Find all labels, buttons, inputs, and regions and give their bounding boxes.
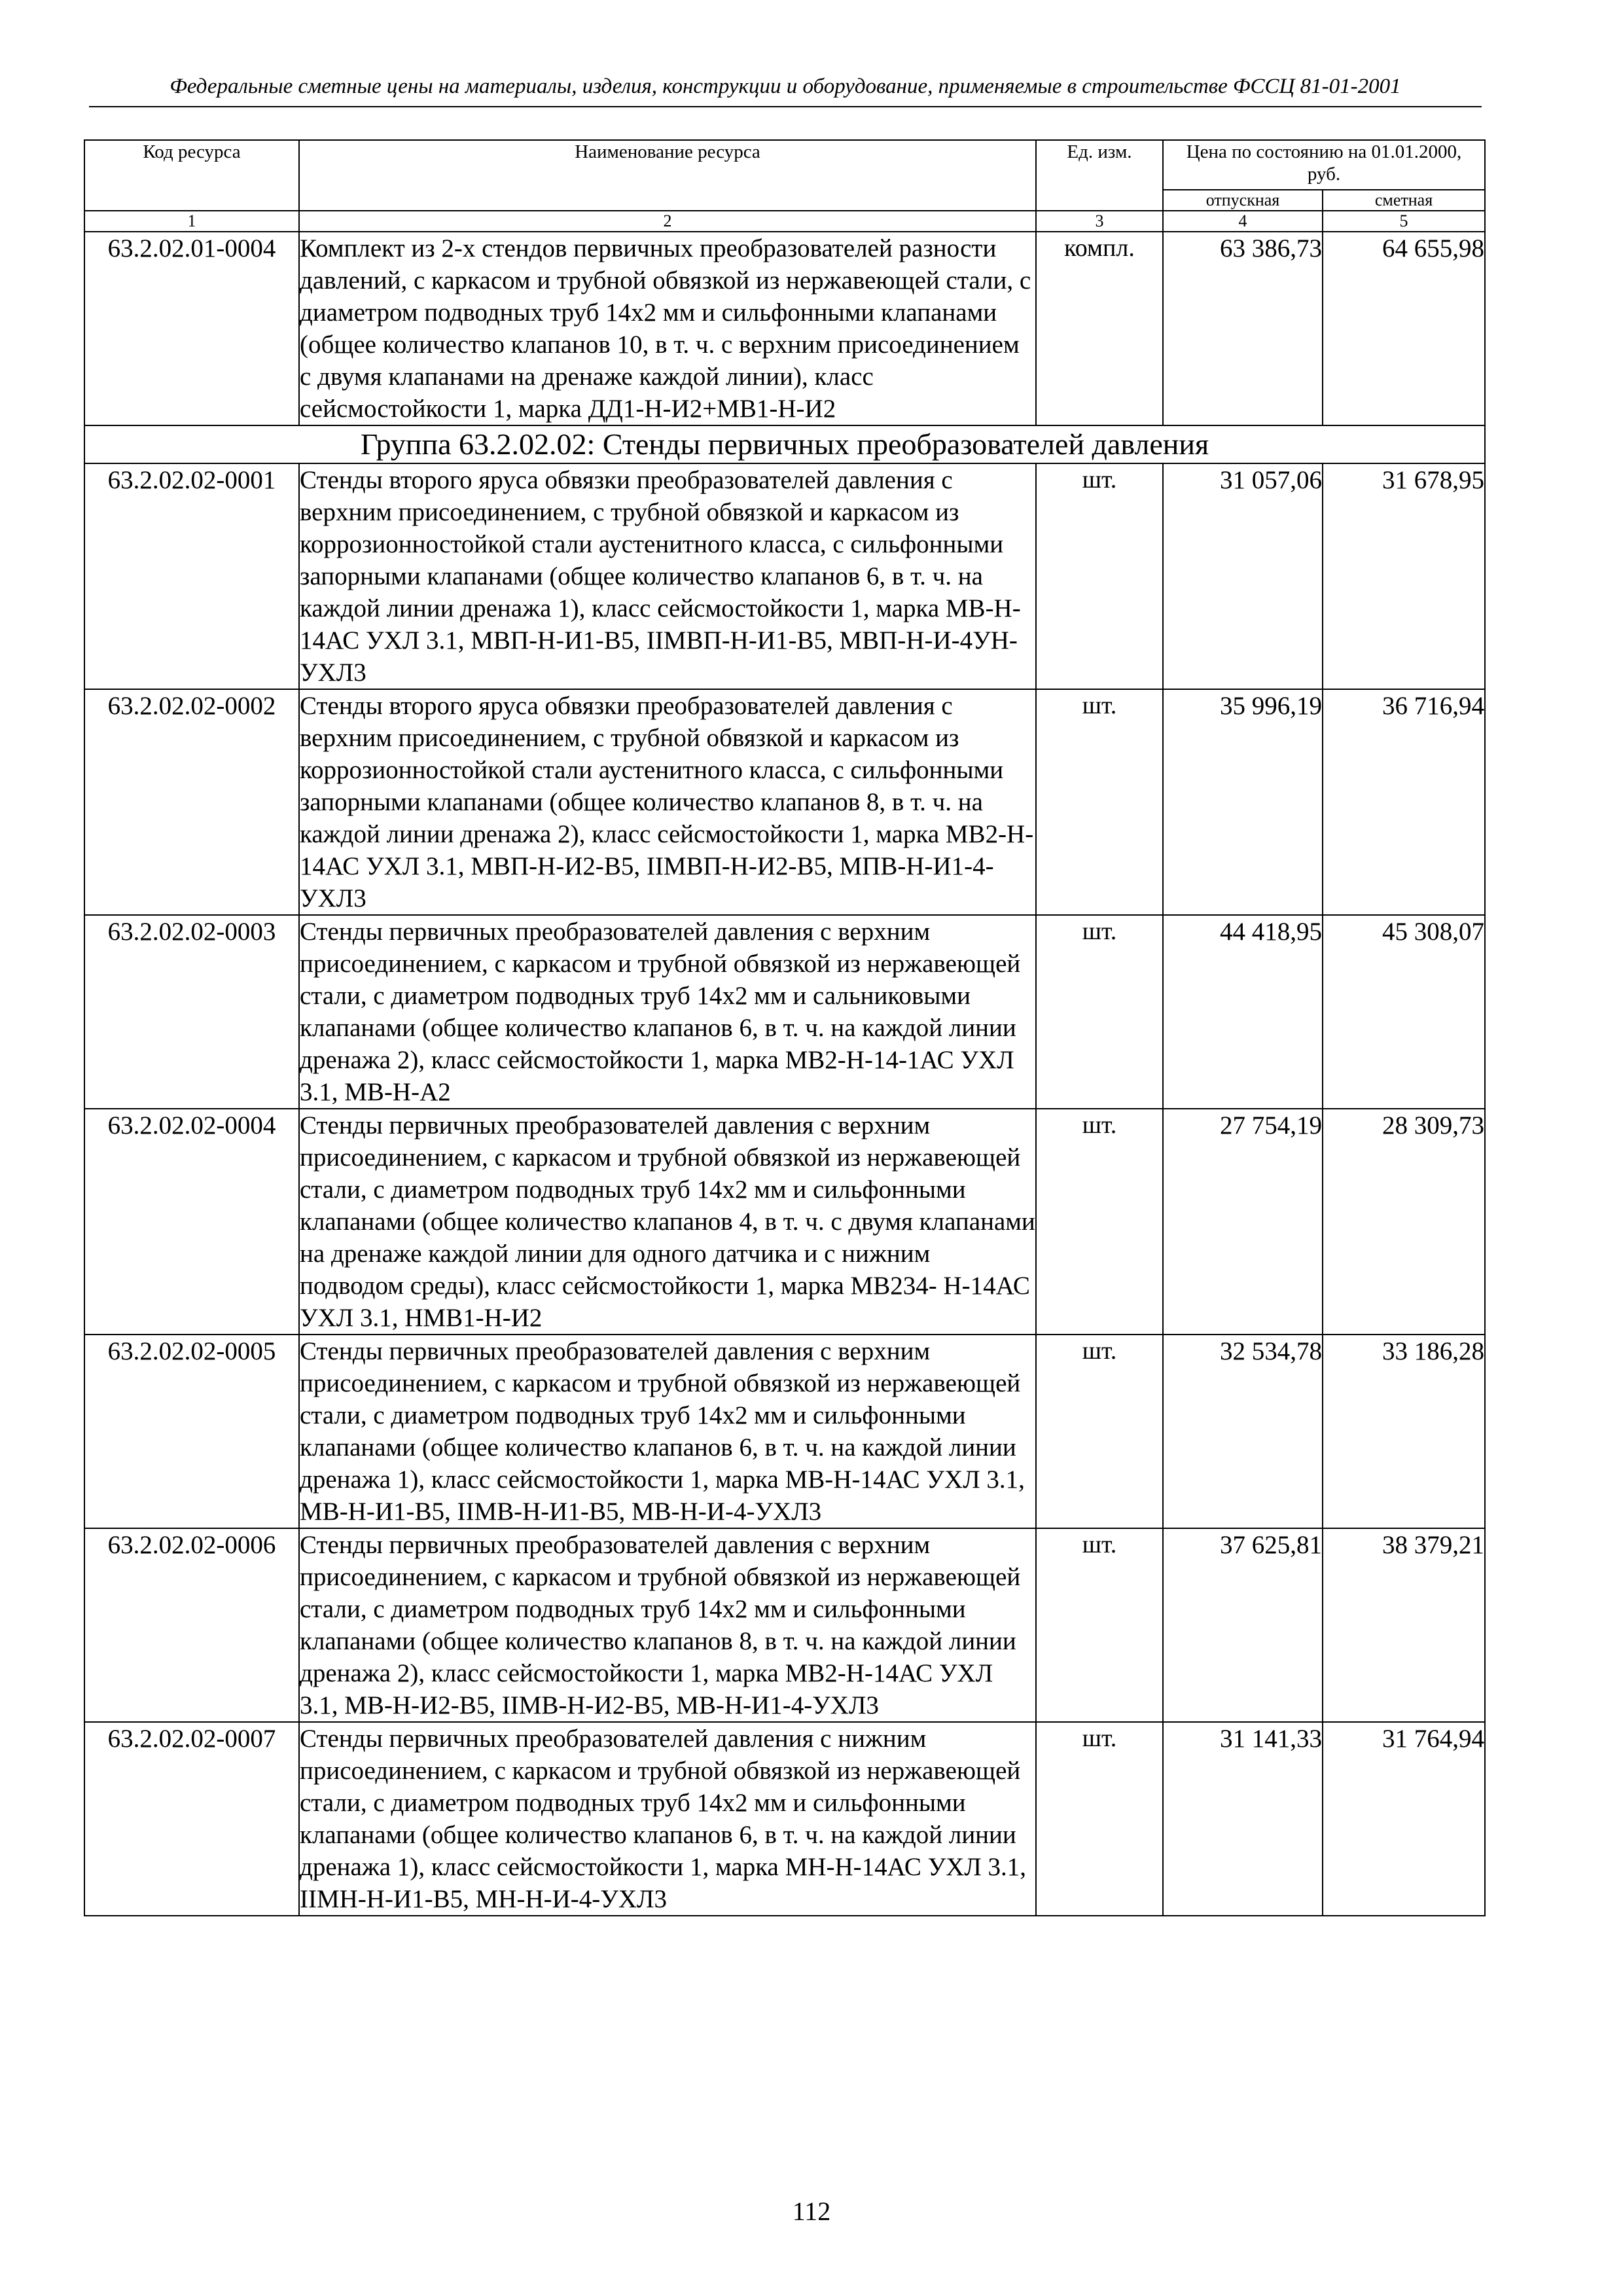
resource-unit: шт. xyxy=(1036,1528,1163,1722)
table-row xyxy=(84,689,1485,915)
column-number-row xyxy=(84,211,1485,232)
resource-code: 63.2.02.02-0003 xyxy=(84,915,299,1109)
resource-name: Стенды первичных преобразователей давления с верхним присоединением, с каркасом и трубной обвязкой из нержавеющей стали, с диаметром подводных труб 14х2 мм и сильфонными клапанами (общее количество клапанов 8, в т. ч. на каждой линии дренажа 2), класс сейсмостойкости 1, марка МВ2-Н-14АС УХЛ 3.1, МВ-Н-И2-В5, IIМВ-Н-И2-В5, МВ-Н-И1-4-УХЛ3 xyxy=(299,1528,1036,1722)
release-price: 32 534,78 xyxy=(1163,1335,1323,1528)
col-estimate-header: сметная xyxy=(1323,190,1485,211)
header-row xyxy=(84,140,1485,190)
col-release-header: отпускная xyxy=(1163,190,1323,211)
estimate-price: 33 186,28 xyxy=(1323,1335,1485,1528)
resource-name: Стенды первичных преобразователей давления с верхним присоединением, с каркасом и трубной обвязкой из нержавеющей стали, с диаметром подводных труб 14х2 мм и сильфонными клапанами (общее количество клапанов 4, в т. ч. с двумя клапанами на дренаже каждой линии для одного датчика и с нижним подводом среды), класс сейсмостойкости 1, марка МВ234- Н-14АС УХЛ 3.1, НМВ1-Н-И2 xyxy=(299,1109,1036,1335)
column-number: 4 xyxy=(1163,211,1323,232)
resource-code: 63.2.02.02-0004 xyxy=(84,1109,299,1335)
price-table xyxy=(84,139,1486,1916)
running-header: Федеральные сметные цены на материалы, изделия, конструкции и оборудование, применяемые в строительстве ФССЦ 81-01-2001 xyxy=(169,75,1401,98)
estimate-price: 31 764,94 xyxy=(1323,1722,1485,1916)
resource-code: 63.2.02.01-0004 xyxy=(84,232,299,425)
resource-code: 63.2.02.02-0001 xyxy=(84,463,299,689)
column-number: 5 xyxy=(1323,211,1485,232)
table-row xyxy=(84,1528,1485,1722)
resource-code: 63.2.02.02-0002 xyxy=(84,689,299,915)
resource-name: Стенды первичных преобразователей давления с верхним присоединением, с каркасом и трубной обвязкой из нержавеющей стали, с диаметром подводных труб 14х2 мм и сильфонными клапанами (общее количество клапанов 6, в т. ч. на каждой линии дренажа 1), класс сейсмостойкости 1, марка МВ-Н-14АС УХЛ 3.1, МВ-Н-И1-В5, IIМВ-Н-И1-В5, МВ-Н-И-4-УХЛ3 xyxy=(299,1335,1036,1528)
column-number: 1 xyxy=(84,211,299,232)
release-price: 44 418,95 xyxy=(1163,915,1323,1109)
resource-name: Комплект из 2-х стендов первичных преобразователей разности давлений, с каркасом и трубной обвязкой из нержавеющей стали, с диаметром подводных труб 14х2 мм и сильфонными клапанами (общее количество клапанов 10, в т. ч. с верхним присоединением с двумя клапанами на дренаже каждой линии), класс сейсмостойкости 1, марка ДД1-Н-И2+МВ1-Н-И2 xyxy=(299,232,1036,425)
col-price-group-header: Цена по состоянию на 01.01.2000, руб. xyxy=(1163,140,1485,190)
table-row xyxy=(84,232,1485,425)
release-price: 37 625,81 xyxy=(1163,1528,1323,1722)
estimate-price: 38 379,21 xyxy=(1323,1528,1485,1722)
estimate-price: 64 655,98 xyxy=(1323,232,1485,425)
resource-code: 63.2.02.02-0006 xyxy=(84,1528,299,1722)
release-price: 27 754,19 xyxy=(1163,1109,1323,1335)
resource-name: Стенды второго яруса обвязки преобразователей давления с верхним присоединением, с трубной обвязкой и каркасом из коррозионностойкой стали аустенитного класса, с сильфонными запорными клапанами (общее количество клапанов 8, в т. ч. на каждой линии дренажа 2), класс сейсмостойкости 1, марка МВ2-Н- 14АС УХЛ 3.1, МВП-Н-И2-В5, IIМВП-Н-И2-В5, МПВ-Н-И1-4- УХЛ3 xyxy=(299,689,1036,915)
table-row xyxy=(84,463,1485,689)
header-rule xyxy=(89,106,1482,107)
group-title: Группа 63.2.02.02: Стенды первичных преобразователей давления xyxy=(84,425,1485,463)
col-name-header: Наименование ресурса xyxy=(299,140,1036,211)
resource-unit: шт. xyxy=(1036,689,1163,915)
column-number: 3 xyxy=(1036,211,1163,232)
resource-unit: шт. xyxy=(1036,1109,1163,1335)
estimate-price: 28 309,73 xyxy=(1323,1109,1485,1335)
table-row xyxy=(84,1335,1485,1528)
release-price: 35 996,19 xyxy=(1163,689,1323,915)
group-row xyxy=(84,425,1485,463)
resource-unit: шт. xyxy=(1036,463,1163,689)
col-unit-header: Ед. изм. xyxy=(1036,140,1163,211)
estimate-price: 45 308,07 xyxy=(1323,915,1485,1109)
release-price: 31 141,33 xyxy=(1163,1722,1323,1916)
table-row xyxy=(84,915,1485,1109)
col-code-header: Код ресурса xyxy=(84,140,299,211)
release-price: 63 386,73 xyxy=(1163,232,1323,425)
release-price: 31 057,06 xyxy=(1163,463,1323,689)
estimate-price: 31 678,95 xyxy=(1323,463,1485,689)
estimate-price: 36 716,94 xyxy=(1323,689,1485,915)
table-row xyxy=(84,1722,1485,1916)
resource-unit: шт. xyxy=(1036,1335,1163,1528)
resource-unit: шт. xyxy=(1036,1722,1163,1916)
column-number: 2 xyxy=(299,211,1036,232)
resource-name: Стенды второго яруса обвязки преобразователей давления с верхним присоединением, с трубной обвязкой и каркасом из коррозионностойкой стали аустенитного класса, с сильфонными запорными клапанами (общее количество клапанов 6, в т. ч. на каждой линии дренажа 1), класс сейсмостойкости 1, марка МВ-Н- 14АС УХЛ 3.1, МВП-Н-И1-В5, IIМВП-Н-И1-В5, МВП-Н-И-4УН- УХЛ3 xyxy=(299,463,1036,689)
resource-unit: компл. xyxy=(1036,232,1163,425)
page-number: 112 xyxy=(792,2197,831,2226)
resource-name: Стенды первичных преобразователей давления с нижним присоединением, с каркасом и трубной обвязкой из нержавеющей стали, с диаметром подводных труб 14х2 мм и сильфонными клапанами (общее количество клапанов 6, в т. ч. на каждой линии дренажа 1), класс сейсмостойкости 1, марка МН-Н-14АС УХЛ 3.1, IIМН-Н-И1-В5, МН-Н-И-4-УХЛ3 xyxy=(299,1722,1036,1916)
resource-code: 63.2.02.02-0005 xyxy=(84,1335,299,1528)
table-row xyxy=(84,1109,1485,1335)
resource-name: Стенды первичных преобразователей давления с верхним присоединением, с каркасом и трубной обвязкой из нержавеющей стали, с диаметром подводных труб 14х2 мм и сальниковыми клапанами (общее количество клапанов 6, в т. ч. на каждой линии дренажа 2), класс сейсмостойкости 1, марка МВ2-Н-14-1АС УХЛ 3.1, МВ-Н-А2 xyxy=(299,915,1036,1109)
resource-code: 63.2.02.02-0007 xyxy=(84,1722,299,1916)
resource-unit: шт. xyxy=(1036,915,1163,1109)
